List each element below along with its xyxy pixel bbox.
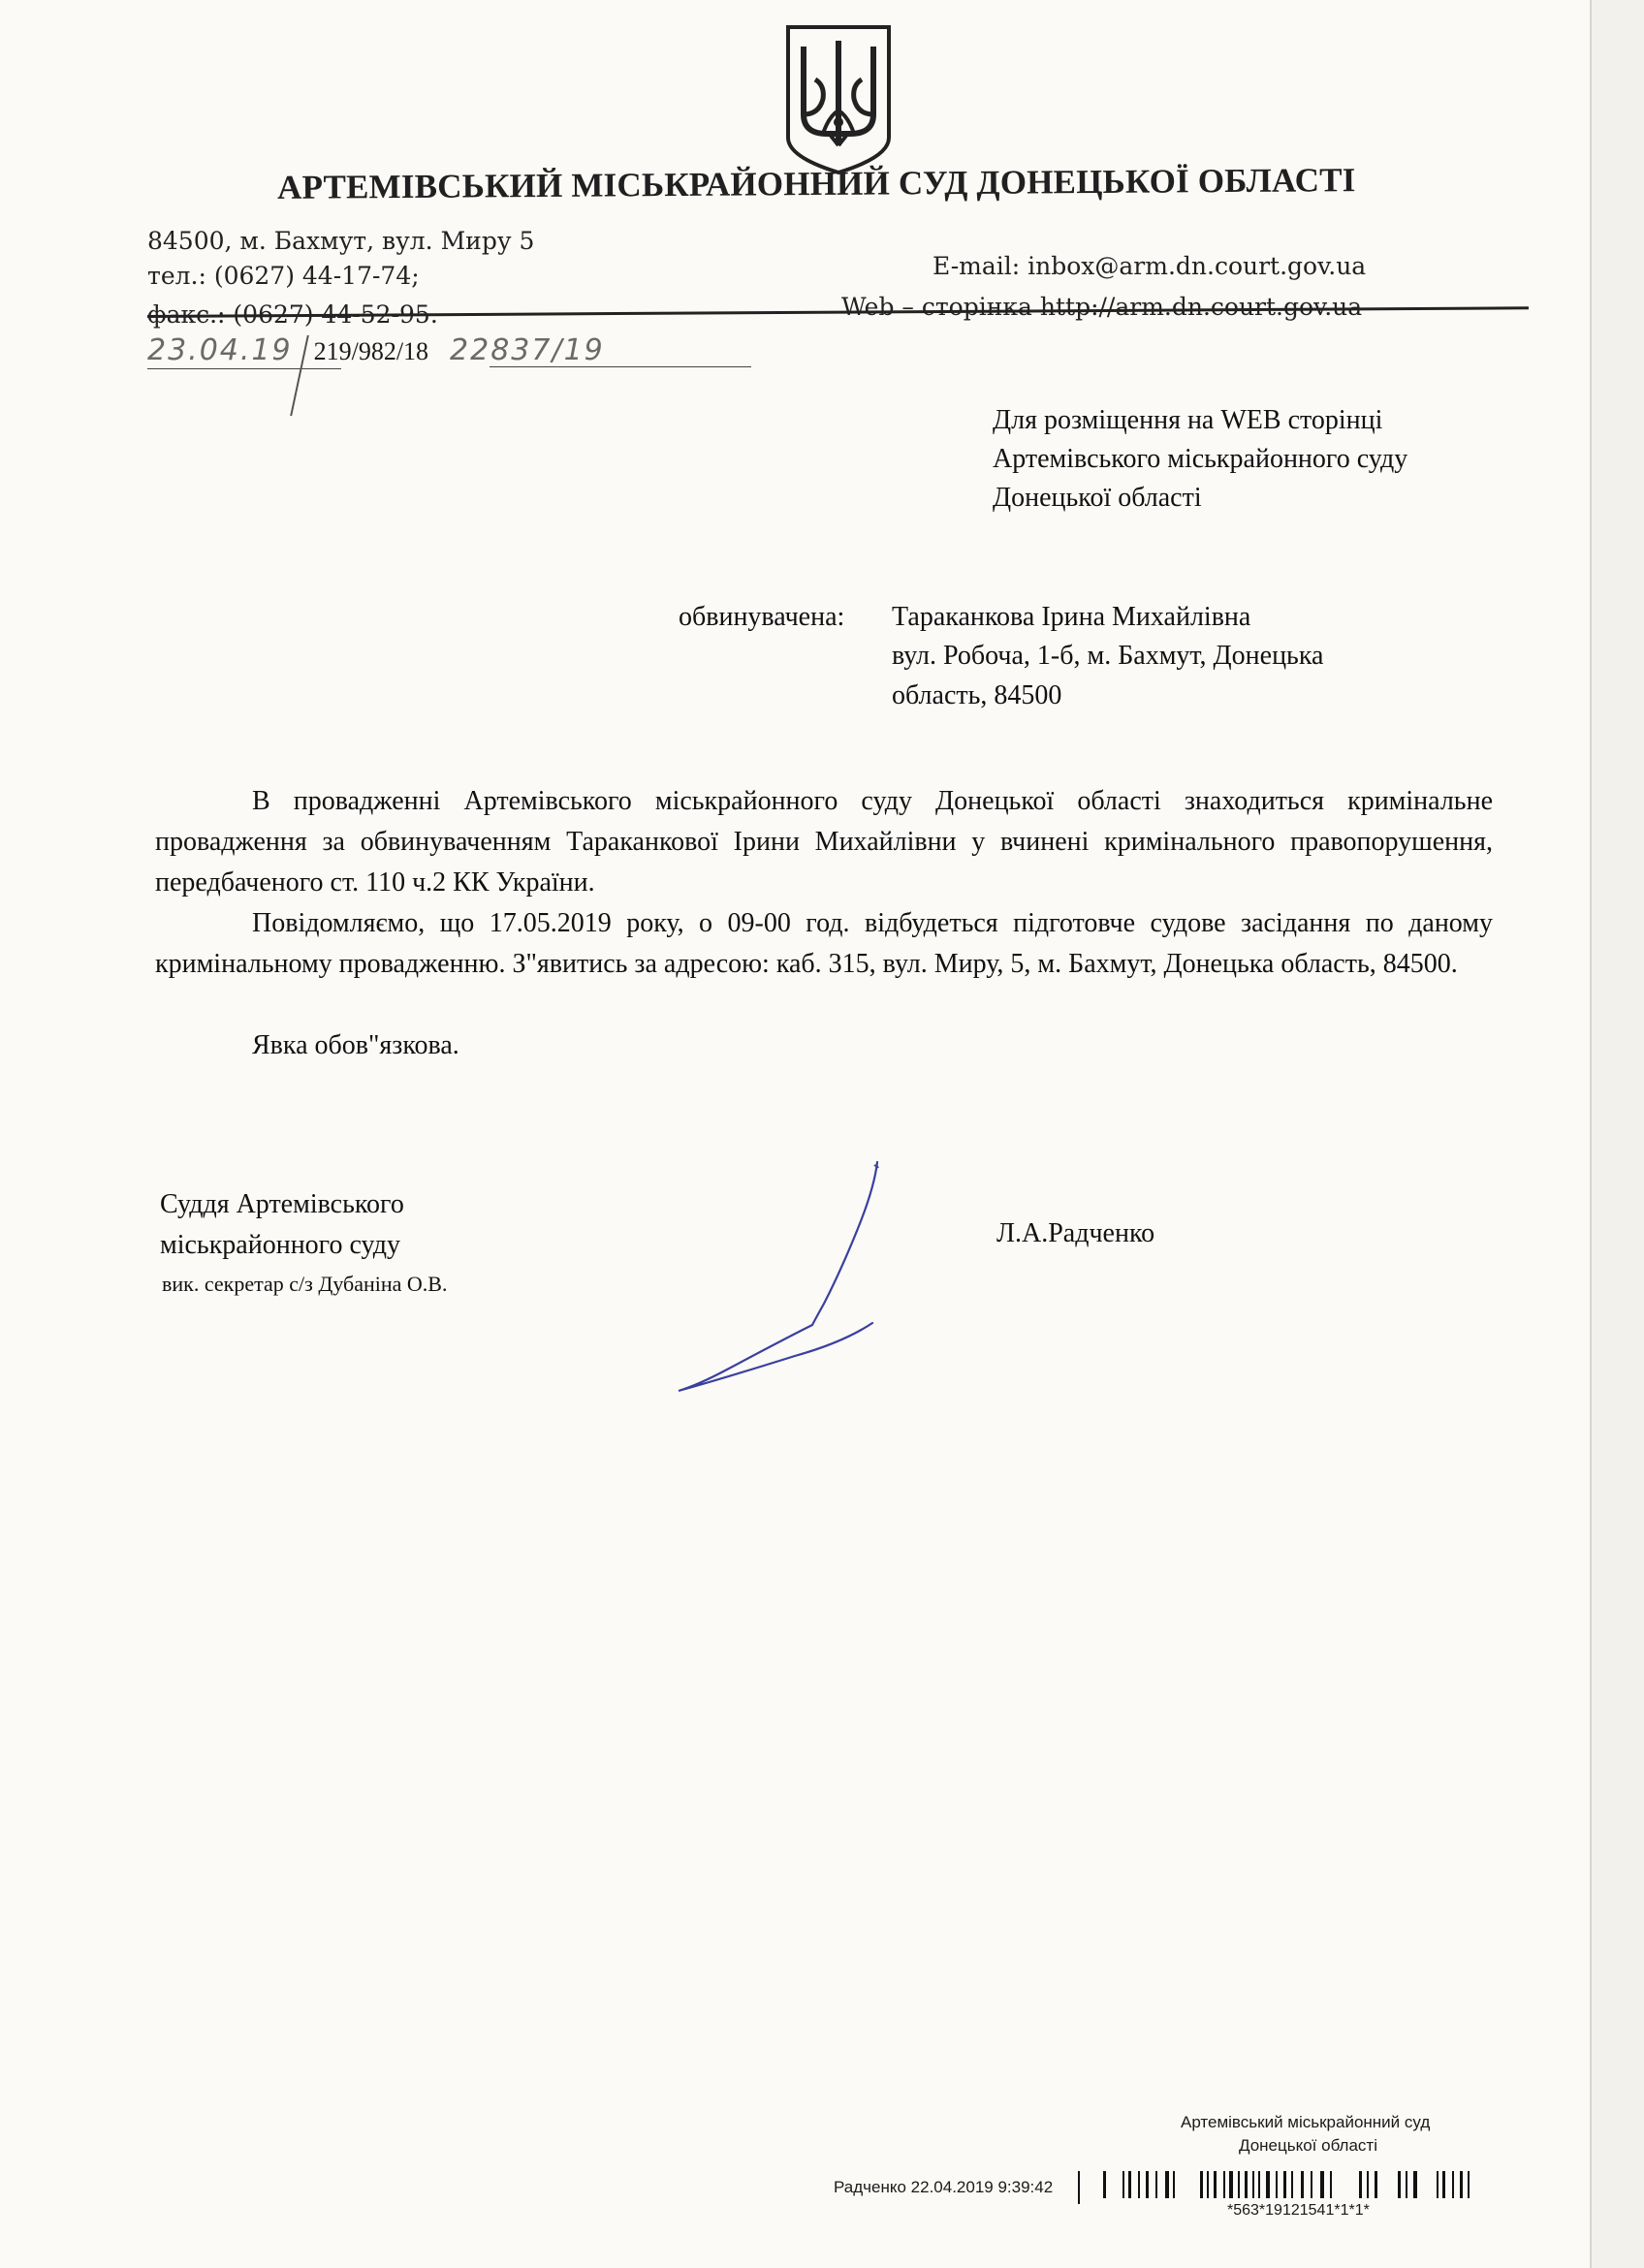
accused-name: Тараканкова Ірина Михайлівна <box>892 602 1251 632</box>
body-paragraph: Повідомляємо, що 17.05.2019 року, о 09-00 год. відбудеться підготовче судове засідання по даному кримінальному провадженню. З"явитись за адресою: каб. 315, вул. Миру, 5, м. Бахмут, Донецька область, 84500. <box>155 908 1493 979</box>
body-paragraph: Явка обов"язкова. <box>252 1030 459 1060</box>
footer-court-name: Артемівський міськрайонний суд <box>1181 2113 1431 2131</box>
trident-emblem-icon <box>780 21 897 176</box>
court-name-heading: АРТЕМІВСЬКИЙ МІСЬКРАЙОННИЙ СУД ДОНЕЦЬКОЇ ОБЛАСТІ <box>276 161 1356 206</box>
judge-title-line: Суддя Артемівського <box>160 1189 404 1219</box>
judge-name: Л.А.Радченко <box>996 1218 1155 1248</box>
recipient-line: Артемівського міськрайонного суду <box>993 444 1408 474</box>
court-address: 84500, м. Бахмут, вул. Миру 5 <box>147 227 535 255</box>
court-fax: факс.: (0627) 44-52-95. <box>147 300 438 329</box>
footer-court-region: Донецької області <box>1239 2136 1377 2155</box>
court-website: Web – сторінка http://arm.dn.court.gov.ua <box>841 293 1363 321</box>
recipient-line: Донецької області <box>993 483 1202 513</box>
barcode <box>1078 2169 1553 2206</box>
outgoing-number: 22837/19 <box>450 333 605 367</box>
handwritten-signature <box>669 1158 892 1401</box>
accused-label: обвинувачена: <box>679 602 845 632</box>
registration-line <box>147 333 605 367</box>
outgoing-underline <box>490 366 751 367</box>
registration-date: 23.04.19 <box>147 333 293 367</box>
date-underline <box>147 368 341 369</box>
barcode-number: *563*19121541*1*1* <box>1227 2202 1370 2219</box>
electronic-stamp: Радченко 22.04.2019 9:39:42 <box>834 2178 1054 2196</box>
court-phone: тел.: (0627) 44-17-74; <box>147 262 420 290</box>
recipient-line: Для розміщення на WEB сторінці <box>993 405 1383 435</box>
accused-address-line: вул. Робоча, 1-б, м. Бахмут, Донецька <box>892 641 1324 671</box>
judge-title-line: міськрайонного суду <box>160 1230 401 1260</box>
case-number: 219/982/18 <box>313 337 429 365</box>
body-paragraph: В провадженні Артемівського міськрайонного суду Донецької області знаходиться кримінальне провадження за обвинуваченням Тараканкової Ірини Михайлівни у вчинені кримінального правопорушення, передбаченого ст. 110 ч.2 КК України. <box>155 786 1493 898</box>
court-email: E-mail: inbox@arm.dn.court.gov.ua <box>933 252 1367 280</box>
executor-note: вик. секретар с/з Дубаніна О.В. <box>162 1272 448 1296</box>
accused-address-line: область, 84500 <box>892 680 1062 710</box>
recipient-block <box>993 401 1407 518</box>
